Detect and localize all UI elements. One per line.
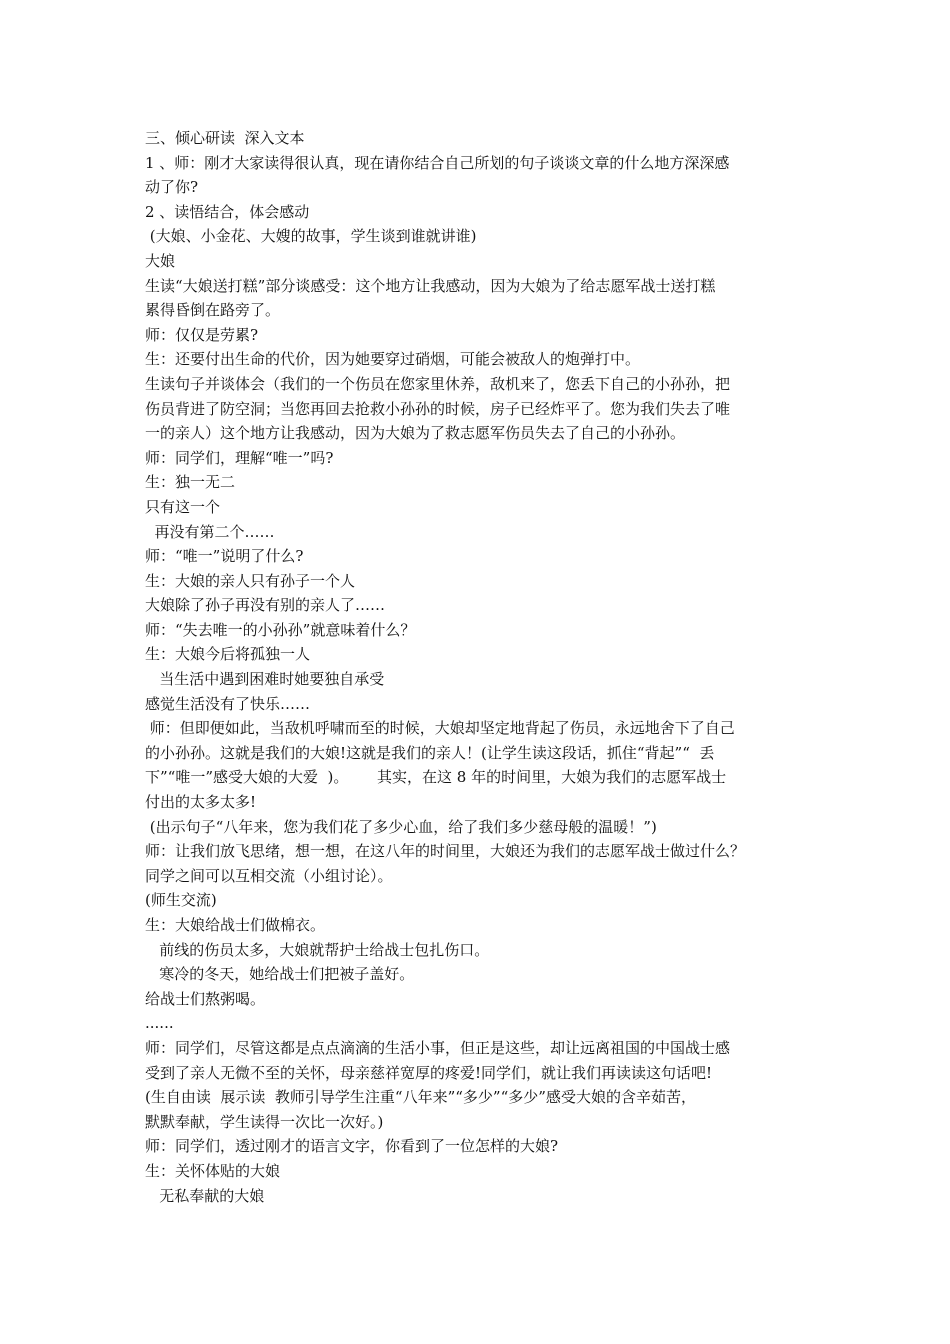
text-line: 师：“失去唯一的小孙孙”就意味着什么？ <box>145 620 416 639</box>
text-line: 大娘 <box>145 251 176 270</box>
text-line: 1 、师：刚才大家读得很认真，现在请你结合自己所划的句子谈谈文章的什么地方深深感 <box>145 153 730 172</box>
text-line: (出示句子“八年来，您为我们花了多少心血，给了我们多少慈母般的温暖！”) <box>145 817 657 836</box>
text-line: 再没有第二个…… <box>145 522 275 541</box>
text-line: 生读句子并谈体会（我们的一个伤员在您家里休养，敌机来了，您丢下自己的小孙孙，把 <box>145 374 731 393</box>
text-line: 师：同学们，透过刚才的语言文字，你看到了一位怎样的大娘? <box>145 1137 559 1156</box>
text-line: 无私奉献的大娘 <box>145 1186 265 1205</box>
text-line: 师：让我们放飞思绪，想一想，在这八年的时间里，大娘还为我们的志愿军战士做过什么？ <box>145 842 746 861</box>
text-line: 生：还要付出生命的代价，因为她要穿过硝烟，可能会被敌人的炮弹打中。 <box>145 350 641 369</box>
text-line: 生：关怀体贴的大娘 <box>145 1161 281 1180</box>
text-line: (生自由读 展示读 教师引导学生注重“八年来”“多少”“多少”感受大娘的含辛茹苦， <box>145 1088 696 1107</box>
text-line: 动了你? <box>145 178 199 197</box>
text-line: 生：大娘给战士们做棉衣。 <box>145 916 326 934</box>
text-line: 的小孙孙。这就是我们的大娘!这就是我们的亲人！(让学生读这段话，抓住“背起”“ 丢 <box>145 743 715 762</box>
text-line: 付出的太多太多! <box>145 793 257 812</box>
text-line: 大娘除了孙子再没有别的亲人了…… <box>145 596 386 615</box>
text-line: 师：仅仅是劳累? <box>145 325 259 344</box>
text-line: 伤员背进了防空洞；当您再回去抢救小孙孙的时候，房子已经炸平了。您为我们失去了唯 <box>145 399 731 418</box>
text-line: 一的亲人）这个地方让我感动，因为大娘为了救志愿军伤员失去了自己的小孙孙。 <box>145 424 686 443</box>
text-line: 生读“大娘送打糕”部分谈感受：这个地方让我感动，因为大娘为了给志愿军战士送打糕 <box>145 276 716 295</box>
text-line: 给战士们熬粥喝。 <box>145 989 266 1008</box>
text-line: 下”“唯一”感受大娘的大爱 )。 其实，在这 8 年的时间里，大娘为我们的志愿军战士 <box>145 768 727 787</box>
text-line: 默默奉献，学生读得一次比一次好。) <box>145 1112 384 1131</box>
text-line: 生：大娘的亲人只有孙子一个人 <box>145 571 356 590</box>
text-line: 累得昏倒在路旁了。 <box>145 301 281 320</box>
text-line: 受到了亲人无微不至的关怀，母亲慈祥宽厚的疼爱!同学们，就让我们再读读这句话吧! <box>145 1063 713 1082</box>
text-line: 只有这一个 <box>145 497 221 516</box>
text-line: 前线的伤员太多，大娘就帮护士给战士包扎伤口。 <box>145 940 490 959</box>
text-line: ...... <box>145 1014 174 1033</box>
text-line: 当生活中遇到困难时她要独自承受 <box>145 670 385 689</box>
text-line: (大娘、小金花、大嫂的故事，学生谈到谁就讲谁) <box>145 227 477 246</box>
text-line: 师：同学们，尽管这都是点点滴滴的生活小事，但正是这些，却让远离祖国的中国战士感 <box>145 1038 731 1057</box>
text-line: (师生交流) <box>145 891 217 910</box>
text-line: 同学之间可以互相交流（小组讨论）。 <box>145 866 393 885</box>
text-line: 感觉生活没有了快乐…… <box>145 694 311 713</box>
text-line: 师：“唯一”说明了什么? <box>145 547 304 566</box>
text-line: 生：独一无二 <box>145 473 236 492</box>
text-line: 师：但即便如此，当敌机呼啸而至的时候，大娘却坚定地背起了伤员，永远地舍下了自己 <box>145 719 735 738</box>
text-line: 三、倾心研读 深入文本 <box>145 129 305 147</box>
text-line: 生：大娘今后将孤独一人 <box>145 645 311 664</box>
text-line: 寒冷的冬天，她给战士们把被子盖好。 <box>145 965 415 984</box>
text-line: 师：同学们，理解“唯一”吗? <box>145 448 334 467</box>
document-body <box>145 126 810 1208</box>
text-line: 2 、读悟结合，体会感动 <box>145 202 310 221</box>
